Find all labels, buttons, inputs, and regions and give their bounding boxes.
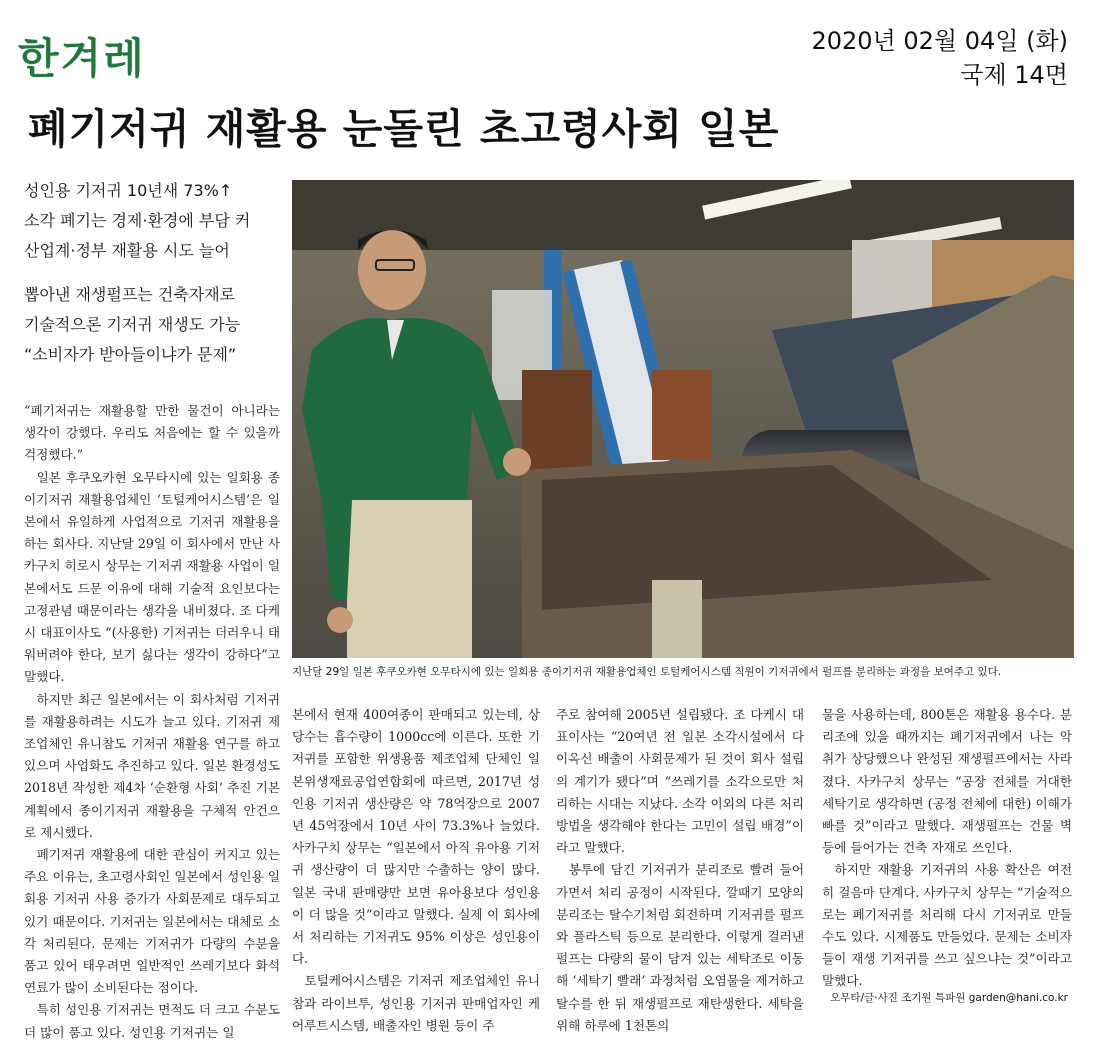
deck-line: 산업계·정부 재활용 시도 늘어 bbox=[24, 241, 230, 260]
issue-date: 2020년 02월 04일 (화) bbox=[811, 27, 1068, 55]
deck-line: 소각 폐기는 경제·환경에 부담 커 bbox=[24, 211, 251, 230]
paragraph: 하지만 재활용 기저귀의 사용 확산은 여전히 걸음마 단계다. 사카구치 상무는 “기술적으로는 폐기저귀를 처리해 다시 기저귀로 만들 수도 있다. 시제품도 만들었다. 문제는 소비자들이 재생 기저귀를 쓰고 싶으냐는 것”이라고 말했다. bbox=[822, 862, 1072, 989]
article-headline: 폐기저귀 재활용 눈돌린 초고령사회 일본 bbox=[28, 105, 780, 153]
article-column-2 bbox=[292, 704, 540, 1037]
paragraph: “폐기저귀는 재활용할 만한 물건이 아니라는 생각이 강했다. 우리도 처음에는 할 수 있을까 걱정했다.” bbox=[24, 403, 280, 463]
article-column-3 bbox=[556, 704, 804, 1037]
paragraph: 일본 후쿠오카현 오무타시에 있는 일회용 종이기저귀 재활용업체인 ‘토털케어시스템’은 일본에서 유일하게 사업적으로 기저귀 재활용을 하는 회사다. 지난달 29일 이 회사에서 만난 사카구치 히로시 상무는 기저귀 재활용 사업이 일본에서도 드문 이유에 대해 기술적 요인보다는 고정관념 때문이라는 생각을 내비쳤다. 조 다케시 대표이사도 “(사용한) 기저귀는 더러우니 태워버려야 한다, 보기 싫다는 생각이 강하다”고 말했다. bbox=[24, 469, 280, 685]
paragraph: 봉투에 담긴 기저귀가 분리조로 빨려 들어가면서 처리 공정이 시작된다. 깔때기 모양의 분리조는 탈수기처럼 회전하며 기저귀를 펄프와 플라스틱 등으로 분리한다. 이렇게 걸러낸 펄프는 다량의 물이 담겨 있는 세탁조로 이동해 ‘세탁기 빨래’ 과정처럼 오염물을 제거하고 탈수를 한 뒤 재생펄프로 재탄생한다. 세탁을 위해 하루에 1천톤의 bbox=[556, 862, 804, 1033]
page-section: 국제 14면 bbox=[960, 61, 1068, 89]
byline: 오무타/글·사진 조기원 특파원 garden@hani.co.kr bbox=[830, 992, 1068, 1004]
deck-line: 성인용 기저귀 10년새 73%↑ bbox=[24, 181, 233, 200]
article-photo bbox=[292, 180, 1074, 658]
photo-caption: 지난달 29일 일본 후쿠오카현 오무타시에 있는 일회용 종이기저귀 재활용업체인 토털케어시스템 직원이 기저귀에서 펄프를 분리하는 과정을 보여주고 있다. bbox=[292, 666, 1002, 678]
article-column-4 bbox=[822, 704, 1072, 993]
paragraph: 하지만 최근 일본에서는 이 회사처럼 기저귀를 재활용하려는 시도가 늘고 있다. 기저귀 제조업체인 유니참도 기저귀 재활용 연구를 하고 있으며 사업화도 추진하고 있다. 일본 환경성도 2018년 작성한 제4차 ‘순환형 사회’ 추진 기본계획에서 종이기저귀 재활용을 구체적 안건으로 제시했다. bbox=[24, 691, 280, 840]
deck-line: 뽑아낸 재생펄프는 건축자재로 bbox=[24, 285, 236, 304]
paragraph: 물을 사용하는데, 800톤은 재활용 용수다. 분리조에 있을 때까지는 폐기저귀에서 나는 악취가 상당했으나 완성된 재생펄프에서는 사라졌다. 사카구치 상무는 “공장 전체를 거대한 세탁기로 생각하면 (공정 전체에 대한) 이해가 빠를 것”이라고 말했다. 재생펄프는 건물 벽 등에 들어가는 건축 자재로 쓰인다. bbox=[822, 707, 1072, 856]
deck-line: 기술적으론 기저귀 재생도 가능 bbox=[24, 315, 241, 334]
newspaper-logo: 한겨레 bbox=[18, 34, 146, 83]
factory-worker-photo bbox=[292, 180, 1074, 658]
deck-line: “소비자가 받아들이냐가 문제” bbox=[24, 345, 237, 364]
paragraph: 주로 참여해 2005년 설립됐다. 조 다케시 대표이사는 “20여년 전 일본 소각시설에서 다이옥신 배출이 사회문제가 된 것이 회사 설립의 계기가 됐다”며 “쓰레기를 소각으로만 처리하는 시대는 지났다. 소각 이외의 다른 처리 방법을 생각해야 한다는 고민이 설립 배경”이라고 말했다. bbox=[556, 707, 804, 856]
paragraph: 본에서 현재 400여종이 판매되고 있는데, 상당수는 흡수량이 1000cc에 이른다. 또한 기저귀를 포함한 위생용품 제조업체 단체인 일본위생재료공업연합회에 따르면, 2017년 성인용 기저귀 생산량은 약 78억장으로 2007년 45억장에서 10년 사이 73.3%나 늘었다. 사카구치 상무는 “일본에서 아직 유아용 기저귀 생산량이 더 많지만 수출하는 양이 많다. 일본 국내 판매량만 보면 유아용보다 성인용이 더 많을 것”이라고 말했다. 실제 이 회사에서 처리하는 기저귀도 95% 이상은 성인용이다. bbox=[292, 707, 540, 967]
paragraph: 폐기저귀 재활용에 대한 관심이 커지고 있는 주요 이유는, 초고령사회인 일본에서 성인용 일회용 기저귀 사용 증가가 사회문제로 대두되고 있기 때문이다. 기저귀는 일본에서는 대체로 소각 처리된다. 문제는 기저귀가 다량의 수분을 품고 있어 태우려면 일반적인 쓰레기보다 화석 연료가 많이 소비된다는 점이다. bbox=[24, 847, 280, 996]
issue-info bbox=[811, 24, 1068, 92]
article-deck bbox=[24, 176, 282, 370]
article-column-1 bbox=[24, 400, 280, 1044]
paragraph: 특히 성인용 기저귀는 면적도 더 크고 수분도 더 많이 품고 있다. 성인용 기저귀는 일 bbox=[24, 1002, 280, 1040]
paragraph: 토털케어시스템은 기저귀 제조업체인 유니참과 라이브투, 성인용 기저귀 판매업자인 케어루트시스템, 배출자인 병원 등이 주 bbox=[292, 973, 540, 1033]
